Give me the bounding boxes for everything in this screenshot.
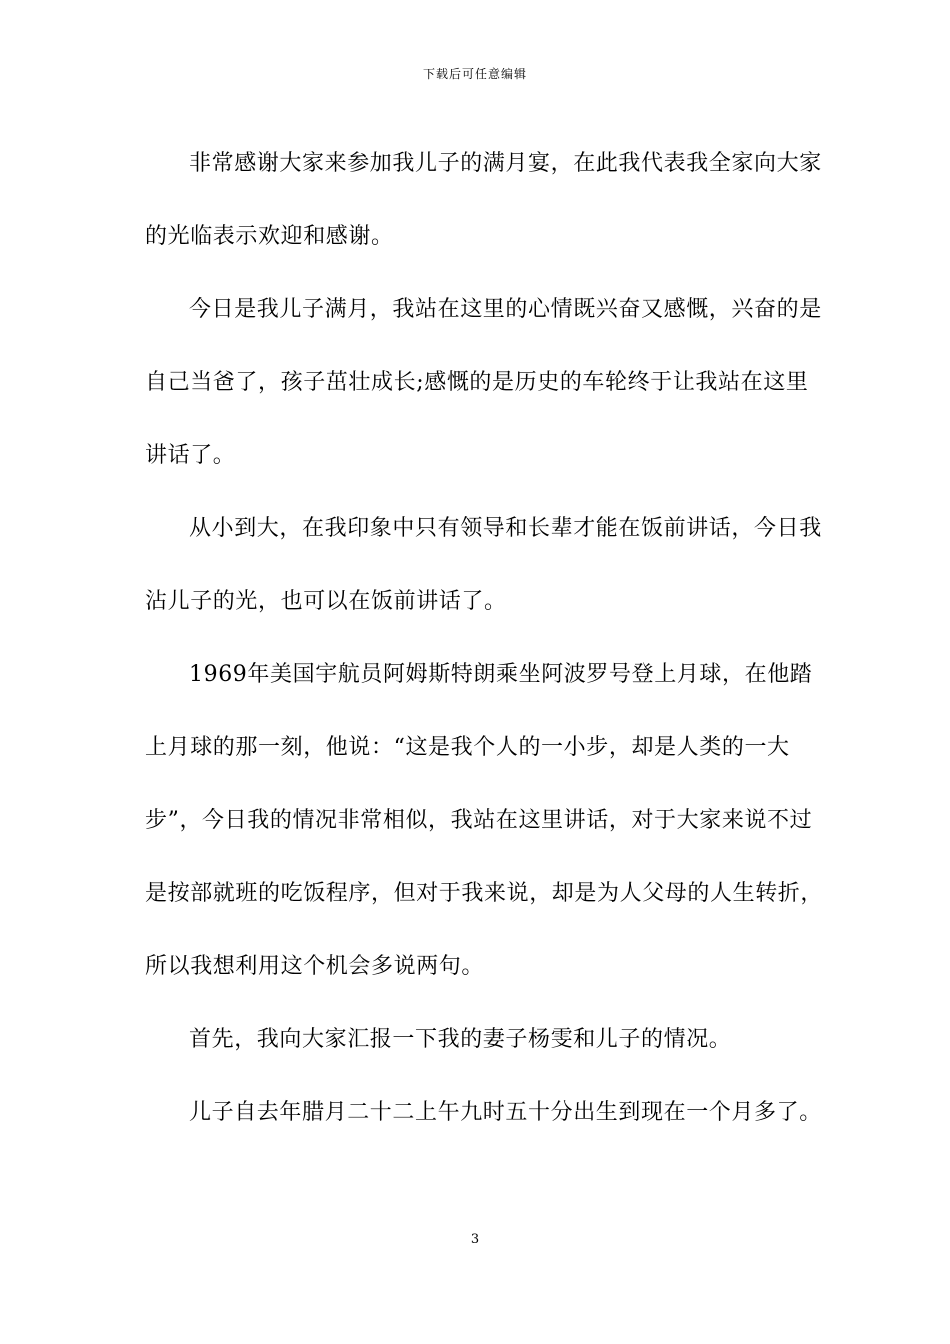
paragraph-2: 今日是我儿子满月，我站在这里的心情既兴奋又感慨，兴奋的是自己当爸了，孩子茁壮成长;感慨的是历史的车轮终于让我站在这里讲话了。 <box>145 297 822 468</box>
paragraph-5: 首先，我向大家汇报一下我的妻子杨雯和儿子的情况。 <box>189 1027 732 1052</box>
paragraph-3: 从小到大，在我印象中只有领导和长辈才能在饭前讲话，今日我沾儿子的光，也可以在饭前讲话了。 <box>145 516 822 614</box>
document-body <box>145 127 825 1149</box>
header-note: 下载后可任意编辑 <box>422 67 527 81</box>
paragraph-1: 非常感谢大家来参加我儿子的满月宴，在此我代表我全家向大家的光临表示欢迎和感谢。 <box>145 151 822 249</box>
paragraph-6: 儿子自去年腊月二十二上午九时五十分出生到现在一个月多了。 <box>189 1100 822 1125</box>
page-number: 3 <box>470 1232 480 1247</box>
paragraph-4: 1969年美国宇航员阿姆斯特朗乘坐阿波罗号登上月球，在他踏上月球的那一刻，他说：“这是我个人的一小步，却是人类的一大步”，今日我的情况非常相似，我站在这里讲话，对于大家来说不过是按部就班的吃饭程序，但对于我来说，却是为人父母的人生转折，所以我想利用这个机会多说两句。 <box>145 662 824 979</box>
